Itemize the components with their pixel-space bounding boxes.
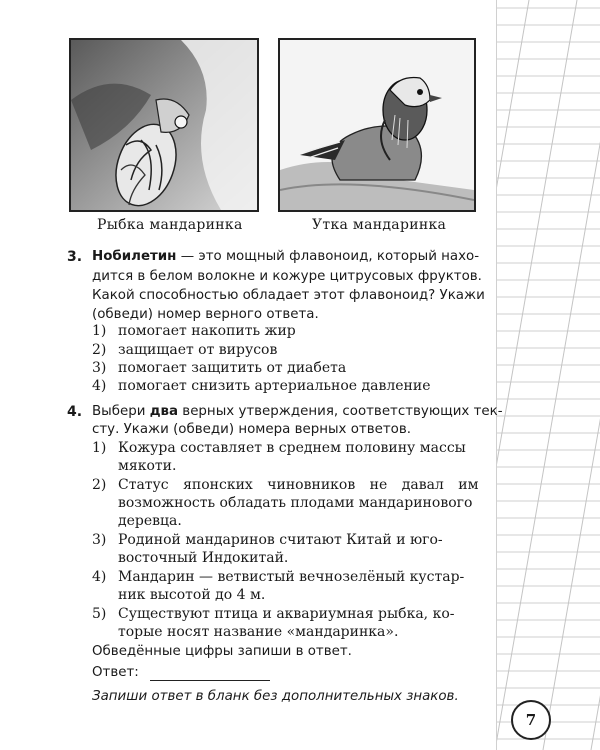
q4-option-text: Кожура составляет в среднем половину массы — [118, 440, 466, 456]
q4-option-text: Родиной мандаринов считают Китай и юго- — [118, 532, 443, 548]
q4-option-number[interactable]: 4) — [92, 569, 107, 585]
q4-option-text: Статус японских чиновников не давал им — [118, 477, 479, 493]
handwriting-margin — [496, 0, 600, 750]
question-3-line-3: Какой способностью обладает этот флавоноид? Укажи — [92, 288, 485, 303]
q4-option-text: деревца. — [118, 513, 182, 529]
q3-option-text: защищает от вирусов — [118, 342, 278, 358]
q3-option-number[interactable]: 2) — [92, 342, 107, 358]
handwriting-guide-lines — [497, 0, 600, 750]
answer-field[interactable] — [150, 680, 270, 681]
footer-note: Запиши ответ в бланк без дополнительных знаков. — [92, 689, 459, 704]
question-3-line-1: Нобилетин — это мощный флавоноид, который нахо- — [92, 249, 480, 264]
q4-option-number[interactable]: 1) — [92, 440, 107, 456]
emphasis-two: два — [149, 404, 179, 419]
question-3-number: 3. — [67, 249, 83, 265]
q3-option-number[interactable]: 1) — [92, 323, 107, 339]
term-nobiletin: Нобилетин — [92, 249, 177, 264]
q3-option-text: помогает накопить жир — [118, 323, 296, 339]
mandarin-fish-photo — [69, 38, 259, 212]
q4-option-text: торые носят название «мандаринка». — [118, 624, 399, 640]
q3-option-text: помогает снизить артериальное давление — [118, 378, 431, 394]
duck-caption: Утка мандаринка — [312, 217, 447, 233]
page-number: 7 — [511, 700, 551, 740]
mandarin-duck-photo — [278, 38, 476, 212]
q4-option-number[interactable]: 2) — [92, 477, 107, 493]
question-4-intro-1: Выбери два верных утверждения, соответствующих тек- — [92, 404, 503, 419]
q4-option-text: Существуют птица и аквариумная рыбка, ко- — [118, 606, 455, 622]
question-4-number: 4. — [67, 404, 83, 420]
q4-option-text: мякоти. — [118, 458, 177, 474]
q3-option-number[interactable]: 3) — [92, 360, 107, 376]
q3-option-text: помогает защитить от диабета — [118, 360, 347, 376]
question-3-line-4: (обведи) номер верного ответа. — [92, 307, 319, 322]
answer-label: Ответ: — [92, 665, 139, 680]
q4-option-number[interactable]: 5) — [92, 606, 107, 622]
q4-option-text: восточный Индокитай. — [118, 550, 289, 566]
question-3-line-2: дится в белом волокне и кожуре цитрусовых фруктов. — [92, 269, 482, 284]
q4-option-text: ник высотой до 4 м. — [118, 587, 266, 603]
question-4-intro-2: сту. Укажи (обведи) номера верных ответов. — [92, 422, 411, 437]
q4-option-text: Мандарин — ветвистый вечнозелёный кустар- — [118, 569, 465, 585]
answer-instruction: Обведённые цифры запиши в ответ. — [92, 644, 352, 659]
q4-option-number[interactable]: 3) — [92, 532, 107, 548]
q3-option-number[interactable]: 4) — [92, 378, 107, 394]
fish-caption: Рыбка мандаринка — [97, 217, 243, 233]
q4-option-text: возможность обладать плодами мандаринового — [118, 495, 473, 511]
